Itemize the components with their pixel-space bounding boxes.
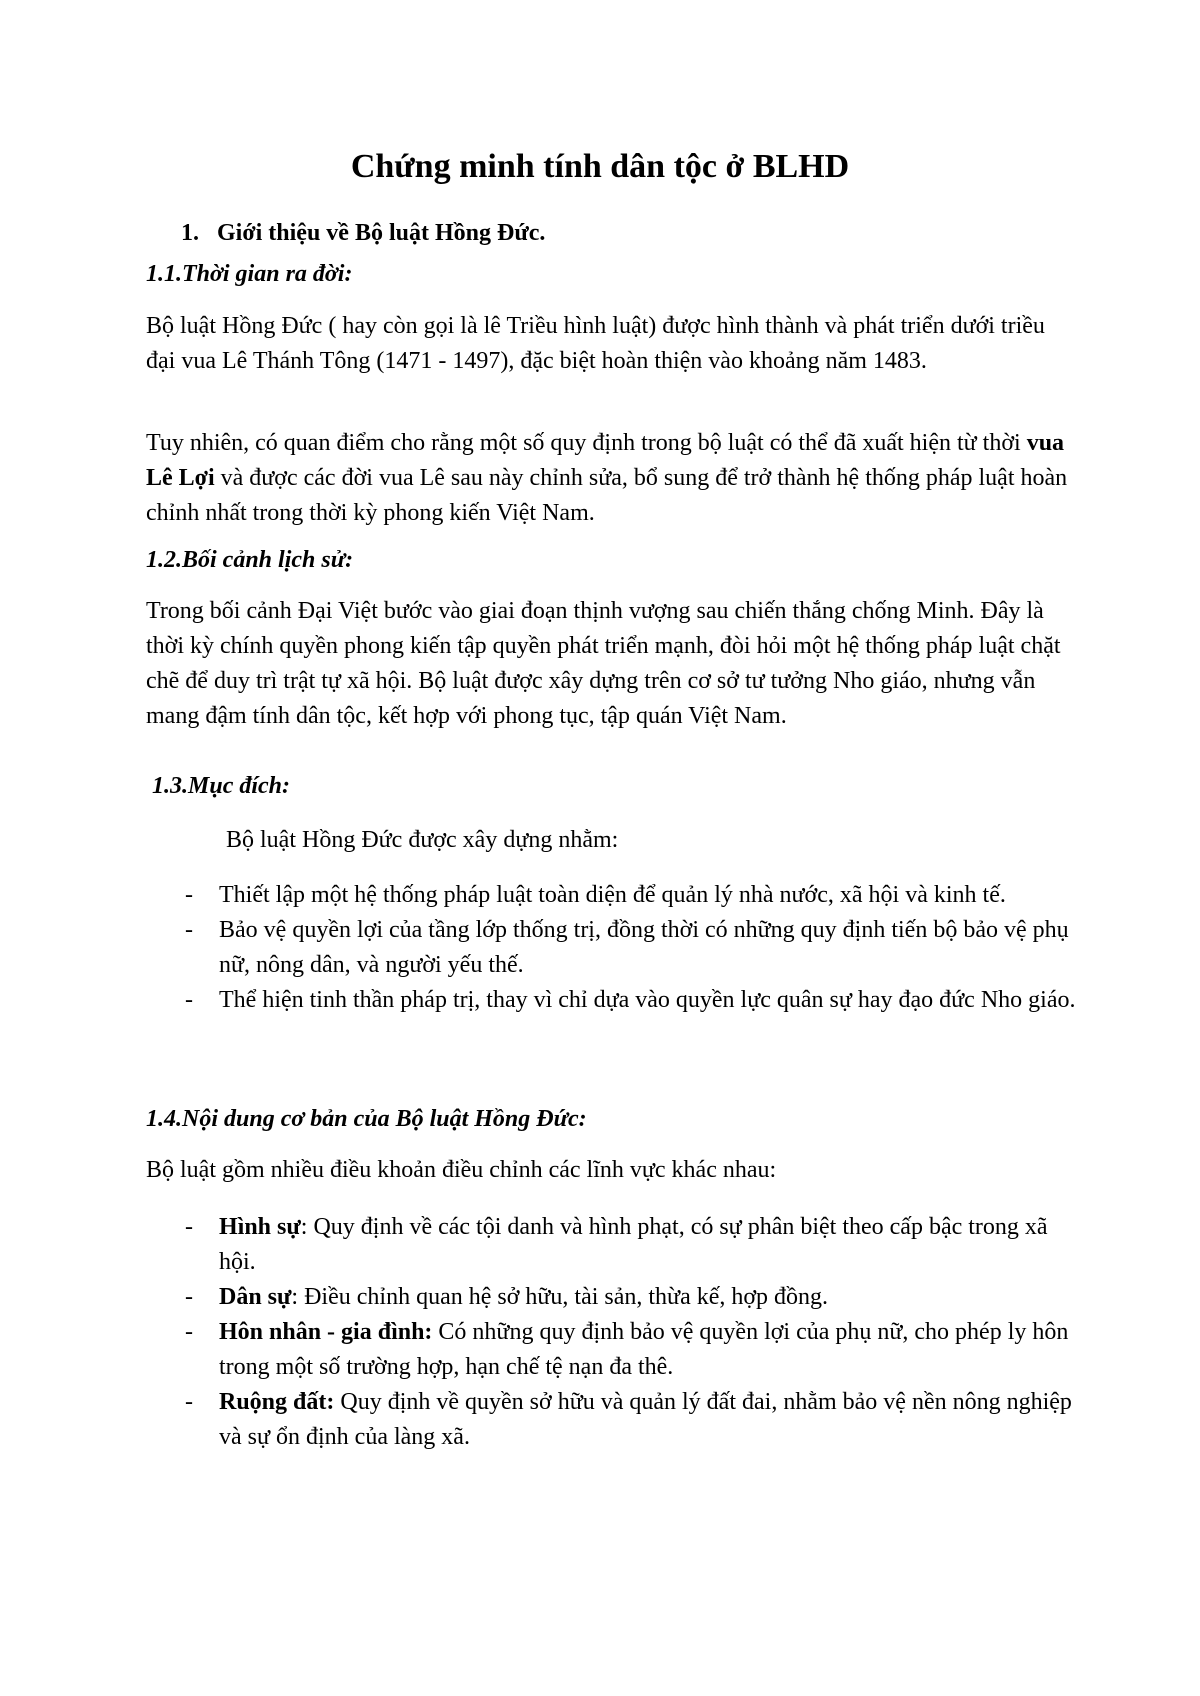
list-item-term: Hình sự <box>219 1214 301 1240</box>
section-1-3-heading: 1.3.Mục đích: <box>152 773 290 799</box>
bullet-dash: - <box>185 882 193 908</box>
list-item-text: Quy định về quyền sở hữu và quản lý đất đai, nhằm bảo vệ nền nông nghiệp và sự ổn định của làng xã. <box>219 1389 1072 1450</box>
list-item <box>146 1385 1076 1455</box>
list-item <box>146 983 1076 1018</box>
list-item-term: Dân sự <box>219 1284 292 1310</box>
section-1-2-paragraph: Trong bối cảnh Đại Việt bước vào giai đoạn thịnh vượng sau chiến thắng chống Minh. Đây là thời kỳ chính quyền phong kiến tập quyền phát triển mạnh, đòi hỏi một hệ thống pháp luật chặt chẽ để duy trì trật tự xã hội. Bộ luật được xây dựng trên cơ sở tư tưởng Nho giáo, nhưng vẫn mang đậm tính dân tộc, kết hợp với phong tục, tập quán Việt Nam. <box>146 598 1061 729</box>
bullet-dash: - <box>185 1214 193 1240</box>
list-item <box>146 1210 1076 1280</box>
bullet-dash: - <box>185 1319 193 1345</box>
section-1-3-list <box>146 878 1076 1018</box>
list-item-text: : Quy định về các tội danh và hình phạt, có sự phân biệt theo cấp bậc trong xã hội. <box>219 1214 1048 1275</box>
section-1-number: 1. <box>181 220 199 246</box>
list-item <box>146 878 1076 913</box>
section-1-3-intro: Bộ luật Hồng Đức được xây dựng nhằm: <box>226 827 619 853</box>
list-item-text: Thiết lập một hệ thống pháp luật toàn diện để quản lý nhà nước, xã hội và kinh tế. <box>219 882 1006 908</box>
section-1-1-paragraph-1: Bộ luật Hồng Đức ( hay còn gọi là lê Triều hình luật) được hình thành và phát triển dưới triều đại vua Lê Thánh Tông (1471 - 1497), đặc biệt hoàn thiện vào khoảng năm 1483. <box>146 313 1045 374</box>
list-item-term: Hôn nhân - gia đình: <box>219 1319 433 1345</box>
list-item <box>146 913 1076 983</box>
bullet-dash: - <box>185 987 193 1013</box>
bullet-dash: - <box>185 1284 193 1310</box>
bullet-dash: - <box>185 917 193 943</box>
section-1-1-paragraph-2 <box>146 426 1076 531</box>
section-1-heading-text: Giới thiệu về Bộ luật Hồng Đức. <box>217 220 546 246</box>
list-item <box>146 1280 1076 1315</box>
list-item <box>146 1315 1076 1385</box>
list-item-term: Ruộng đất: <box>219 1389 335 1415</box>
section-1-4-list <box>146 1210 1076 1455</box>
bullet-dash: - <box>185 1389 193 1415</box>
list-item-text: : Điều chỉnh quan hệ sở hữu, tài sản, thừa kế, hợp đồng. <box>291 1284 829 1310</box>
section-1-1-heading: 1.1.Thời gian ra đời: <box>146 261 353 287</box>
list-item-text: Bảo vệ quyền lợi của tầng lớp thống trị, đồng thời có những quy định tiến bộ bảo vệ phụ nữ, nông dân, và người yếu thế. <box>219 917 1069 978</box>
list-item-text: Có những quy định bảo vệ quyền lợi của phụ nữ, cho phép ly hôn trong một số trường hợp, hạn chế tệ nạn đa thê. <box>219 1319 1069 1380</box>
paragraph-2-bold-text: vua Lê Lợi <box>146 430 1065 491</box>
paragraph-2-text-end: và được các đời vua Lê sau này chỉnh sửa, bổ sung để trở thành hệ thống pháp luật hoàn chỉnh nhất trong thời kỳ phong kiến Việt Nam. <box>146 465 1068 526</box>
section-1-4-heading: 1.4.Nội dung cơ bản của Bộ luật Hồng Đức: <box>146 1106 587 1132</box>
section-1-2-heading: 1.2.Bối cảnh lịch sử: <box>146 547 354 573</box>
document-title: Chứng minh tính dân tộc ở BLHD <box>350 148 850 185</box>
paragraph-2-text-start: Tuy nhiên, có quan điểm cho rằng một số quy định trong bộ luật có thể đã xuất hiện từ thời <box>146 430 1027 456</box>
list-item-text: Thể hiện tinh thần pháp trị, thay vì chỉ dựa vào quyền lực quân sự hay đạo đức Nho giáo. <box>219 987 1076 1013</box>
section-1-heading <box>181 216 545 250</box>
section-1-4-intro: Bộ luật gồm nhiều điều khoản điều chỉnh các lĩnh vực khác nhau: <box>146 1157 777 1183</box>
